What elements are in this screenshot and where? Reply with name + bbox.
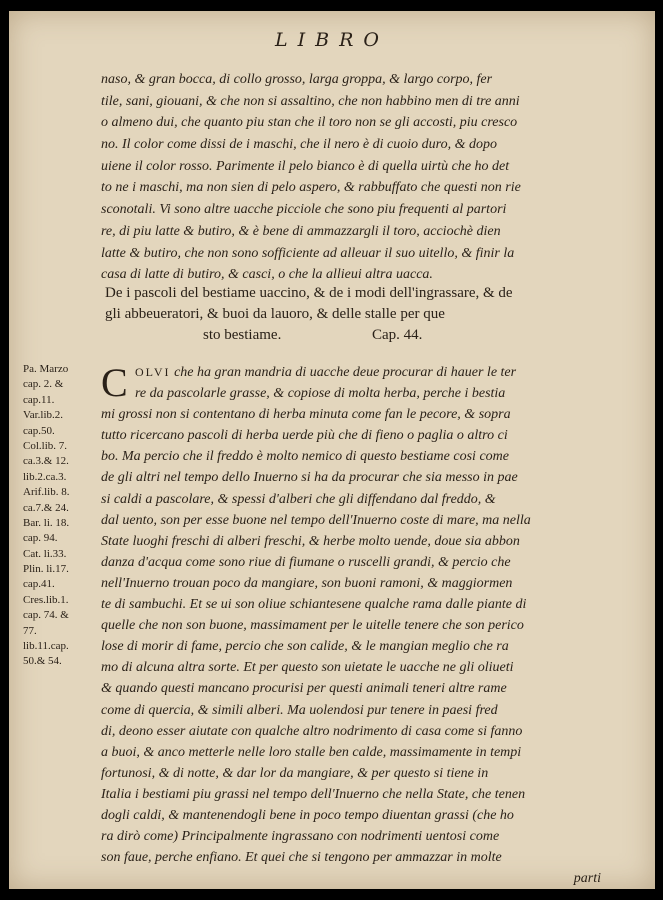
text-line: fortunosi, & di notte, & dar lor da mangiare, & per questo si tiene in — [101, 765, 489, 781]
margin-note: lib.11.cap. — [23, 640, 69, 653]
text-line: te di sambuchi. Et se ui son oliue schiantesene qualche rama dalle piante di — [101, 597, 527, 613]
text-line: sconotali. Vi sono altre uacche picciole che sono piu frequenti al partori — [101, 202, 507, 218]
text-line: no. Il color come dissi de i maschi, che il nero è di cuoio duro, & dopo — [101, 137, 497, 153]
margin-note: Plin. li.17. — [23, 563, 69, 576]
text-line: Italia i bestiami piu grassi nel tempo dell'Inuerno che nella State, che tenen — [101, 786, 526, 802]
text-line: dal uento, son per esse buone nel tempo dell'Inuerno coste di mare, ma nella — [101, 512, 531, 528]
margin-note: Cat. li.33. — [23, 547, 67, 560]
margin-note: cap. 94. — [23, 532, 58, 545]
first-word: OLVI — [135, 365, 171, 379]
margin-note: Col.lib. 7. — [23, 439, 68, 452]
margin-note: cap. 2. & — [23, 378, 64, 391]
text-line: State luoghi freschi di alberi freschi, & herbe molto uende, doue sia abbon — [101, 533, 520, 549]
text-line: di, deono esser aiutate con qualche altro nodrimento di casa come si fanno — [101, 723, 523, 739]
margin-note: cap.41. — [23, 578, 55, 591]
margin-note: cap. 74. & — [23, 609, 69, 622]
text-line: come di quercia, & simili alberi. Ma uolendosi pur tenere in paesi fred — [101, 702, 498, 718]
margin-note: ca.7.& 24. — [23, 501, 69, 514]
text-line: tile, sani, giouani, & che non si assaltino, che non habbino men di tre anni — [101, 93, 520, 109]
running-header: LIBRO — [275, 29, 389, 51]
text-line: mi grossi non si contentano di herba minuta come fan le pecore, & sopra — [101, 407, 511, 423]
text-line-rest: che ha gran mandria di uacche deue procurar di hauer le ter — [170, 365, 517, 380]
text-line: son faue, perche enfiano. Et quei che si tengono per ammazzar in molte — [101, 850, 502, 866]
chapter-heading — [105, 283, 605, 346]
margin-note: 77. — [23, 624, 37, 637]
margin-note: Cres.lib.1. — [23, 593, 69, 606]
text-line: o almeno dui, che quanto piu stan che il toro non se gli accosti, piu cresco — [101, 115, 518, 131]
text-line: de gli altri nel tempo dello Inuerno si ha da procurar che sia messo in pae — [101, 470, 518, 486]
text-line: to ne i maschi, ma non sien di pelo aspero, & rabbuffato che questi non rie — [101, 180, 521, 196]
text-line: dogli caldi, & mantenendogli bene in poco tempo diuentan grassi (che ho — [101, 807, 514, 823]
margin-note: Bar. li. 18. — [23, 516, 70, 529]
text-line: latte & butiro, che non sono sofficiente ad alleuar il suo uitello, & finir la — [101, 245, 515, 261]
text-line: quelle che non son buone, massimament per le uitelle tenere che son perico — [101, 618, 524, 634]
margin-notes — [23, 362, 101, 670]
text-line: uiene il color rosso. Parimente il pelo bianco è di quella uirtù che ho det — [101, 158, 510, 174]
text-line: re, di piu latte & butiro, & è bene di ammazzargli il toro, acciochè dien — [101, 223, 501, 239]
catchword: parti — [573, 871, 601, 887]
chapter-title-line: gli abbeueratori, & buoi da lauoro, & delle stalle per que — [105, 306, 445, 322]
text-line: & quando questi mancano procurisi per questi animali teneri altre rame — [101, 681, 507, 697]
text-line: a buoi, & anco metterle nelle loro stalle ben calde, massimamente in tempi — [101, 744, 522, 760]
text-line: re da pascolarle grasse, & copiose di molta herba, perche i bestia — [135, 386, 506, 402]
chapter-title-line: De i pascoli del bestiame uaccino, & de i modi dell'ingrassare, & de — [105, 285, 513, 301]
margin-note: 50.& 54. — [23, 655, 62, 668]
chapter-title-line — [105, 325, 605, 346]
margin-note: Var.lib.2. — [23, 409, 64, 422]
text-line: casa di latte di butiro, & casci, o che la allieui altra uacca. — [101, 267, 433, 283]
margin-note: cap.11. — [23, 393, 55, 406]
text-line: nell'Inuerno trouan poco da mangiare, son buoni ramoni, & maggiormen — [101, 575, 513, 591]
text-line: ra dirò come) Principalmente ingrassano con nodrimenti uentosi come — [101, 829, 500, 845]
text-line: naso, & gran bocca, di collo grosso, larga groppa, & largo corpo, fer — [101, 72, 493, 87]
margin-note: lib.2.ca.3. — [23, 470, 67, 483]
margin-note: ca.3.& 12. — [23, 455, 69, 468]
text-line — [101, 362, 601, 383]
margin-note: cap.50. — [23, 424, 55, 437]
text-line: danza d'acqua come sono riue di fiumane o ruscelli grandi, & percio che — [101, 554, 511, 570]
text-line: lose di morir di fame, percio che son calide, & le mangian meglio che ra — [101, 639, 509, 655]
chapter-title-end: sto bestiame. — [203, 327, 282, 343]
text-line: mo di alcuna altra sorte. Et per questo son uietate le uacche ne gli oliueti — [101, 660, 514, 676]
book-page — [9, 11, 655, 889]
margin-note: Arif.lib. 8. — [23, 486, 70, 499]
chapter-number: Cap. 44. — [372, 327, 423, 343]
drop-cap: C — [101, 360, 128, 405]
text-line: tutto ricercano pascoli di herba uerde più che di fieno o paglia o altro ci — [101, 428, 508, 444]
margin-note: Pa. Marzo — [23, 363, 69, 375]
top-paragraph — [101, 69, 591, 286]
text-line: si caldi a pascolare, & spessi d'alberi che gli diffendano dal freddo, & — [101, 491, 496, 507]
chapter-body — [101, 362, 601, 889]
text-line: bo. Ma percio che il freddo è molto nemico di questo bestiame cosi come — [101, 449, 509, 465]
